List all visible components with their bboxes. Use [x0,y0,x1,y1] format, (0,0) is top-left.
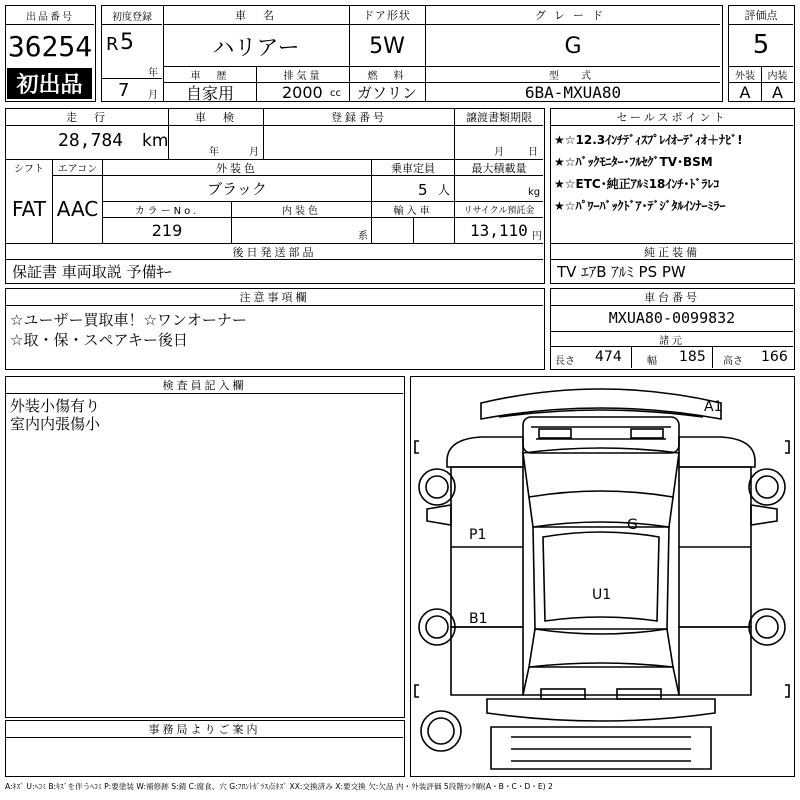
car-name-label: 車 名 [164,6,348,24]
int-color-label: 内装色 [232,202,371,217]
notes-line-2: ☆取・保・スペアキー後日 [10,331,188,349]
exterior-label: 外装 [735,71,755,82]
width-value: 185 [679,349,706,365]
chassis-label: 車台番号 [551,289,793,305]
sales-point-4: ★☆ﾊﾟﾜｰﾊﾞｯｸﾄﾞｱ･ﾃﾞｼﾞﾀﾙｲﾝﾅｰﾐﾗｰ [554,199,726,213]
inspection-month-unit: 月 [249,147,259,158]
door-type: 5W [369,33,405,59]
displacement: 2000 [282,83,323,102]
transfer-label: 譲渡書類期限 [466,111,532,124]
office-label: 事務局よりご案内 [6,721,403,737]
damage-mark-p1: P1 [469,527,487,543]
notes-box [5,288,545,370]
int-color-unit: 系 [358,231,368,242]
specs-label: 諸元 [551,332,793,346]
inspector-line-2: 室内内張傷小 [10,415,101,433]
ext-color-label: 外装色 [103,160,371,175]
first-listing-badge: 初出品 [7,68,92,99]
transfer-day-unit: 日 [528,147,538,158]
height-label: 高さ [723,356,743,367]
later-parts-label: 後日発送部品 [6,244,543,259]
capacity-value: 5 [418,181,428,199]
length-label: 長さ [555,356,575,367]
first-reg-label: 初度登録 [112,11,152,23]
plate-label: 登録番号 [264,109,454,125]
score-label: 評価点 [744,9,778,22]
lot-number-box [5,5,96,102]
reg-month: 7 [118,80,130,101]
load-unit: kg [528,187,541,198]
inspector-box [5,376,405,718]
capacity-unit: 人 [438,183,451,197]
recycle-label: リサイクル預託金 [463,206,535,216]
lot-label: 出品番号 [6,6,94,24]
color-no-label: カラーNo. [103,202,231,217]
import-label: 輸入車 [372,202,454,217]
chassis-number: MXUA80-0099832 [608,309,736,327]
shift-type: FAT [11,197,46,221]
damage-mark-a1: A1 [704,399,723,415]
mileage-label: 走 行 [6,109,168,125]
car-name: ハリアー [212,35,300,61]
fuel: ガソリン [356,83,417,101]
mileage-value: 28,784 [58,130,124,151]
exterior-score: A [739,83,751,101]
first-registration-box [101,5,164,102]
notes-label: 注意事項欄 [6,289,543,305]
vehicle-info-box [164,5,723,102]
height-value: 166 [761,349,788,365]
recycle-unit: 円 [532,231,542,242]
standard-equipment: TV ｴｱB ｱﾙﾐ PS PW [557,262,686,281]
capacity-label: 乗車定員 [391,161,435,175]
mileage-unit: km [142,131,169,151]
reg-year-unit: 年 [148,68,158,79]
inspection-label: 車 検 [169,109,263,125]
score-box [728,5,795,102]
damage-diagram-box [410,376,795,777]
door-label: ドア形状 [350,6,424,24]
color-number: 219 [151,220,183,240]
shift-label: シフト [14,164,44,175]
sales-point-1: ★☆12.3ｲﾝﾁﾃﾞｨｽﾌﾟﾚｲｵｰﾃﾞｨｵ＋ﾅﾋﾞ! [554,133,743,147]
office-box [5,720,405,777]
sales-point-box [550,108,795,284]
history-label: 車 歴 [164,67,256,82]
ac-type: AAC [56,197,99,221]
sales-point-3: ★☆ETC･純正ｱﾙﾐ18ｲﾝﾁ･ﾄﾞﾗﾚｺ [554,177,720,191]
reg-month-unit: 月 [148,90,158,101]
standard-equipment-label: 純正装備 [551,244,793,259]
displacement-unit: cc [330,88,341,99]
grade-label: グレード [426,6,720,24]
overall-score: 5 [752,30,770,60]
model-code: 6BA-MXUA80 [524,83,622,101]
inspector-line-1: 外装小傷有り [10,397,101,415]
lot-number: 36254 [7,29,93,63]
exterior-color: ブラック [207,179,267,198]
notes-line-1: ☆ユーザー買取車！☆ワンオーナー [10,311,247,329]
recycle-fee: 13,110 [470,221,528,240]
interior-score: A [772,83,783,101]
grade: G [564,33,582,59]
fuel-label: 燃 料 [350,67,424,82]
legend-text: A:ｷｽﾞ U:ﾍｺﾐ B:ｷｽﾞを伴うﾍｺﾐ P:要塗装 W:補修跡 S:錆 C:腐食、穴 G:ﾌﾛﾝﾄｶﾞﾗｽ点ｷｽﾞ XX:交換済み X:要交換 欠:欠品 内・外装評価 5段階ﾗﾝｸ順(A・B・C・D・E) 2 [5,782,553,791]
max-load-label: 最大積載量 [471,161,527,175]
later-parts: 保証書 車両取説 予備ｷｰ [12,262,172,281]
damage-mark-u1: U1 [592,587,612,603]
car-outline-diagram [411,377,793,775]
damage-mark-b1: B1 [469,611,488,627]
inspection-year-unit: 年 [209,147,219,158]
chassis-box [550,288,795,370]
width-label: 幅 [647,356,657,367]
damage-mark-g: G [627,517,638,533]
reg-year: 5 [120,30,134,55]
interior-label: 内装 [767,71,788,82]
sales-point-2: ★☆ﾊﾞｯｸﾓﾆﾀｰ･ﾌﾙｾｸﾞTV･BSM [554,155,713,169]
inspector-label: 検査員記入欄 [6,377,403,393]
vehicle-history: 自家用 [185,83,234,101]
model-label: 型 式 [426,67,720,82]
sales-point-label: セールスポイント [551,109,793,125]
transfer-month-unit: 月 [494,147,504,158]
ac-label: エアコン [57,164,98,175]
era-mark: R [106,34,119,55]
displacement-label: 排気量 [257,67,349,82]
length-value: 474 [595,349,622,365]
details-box [5,108,545,284]
